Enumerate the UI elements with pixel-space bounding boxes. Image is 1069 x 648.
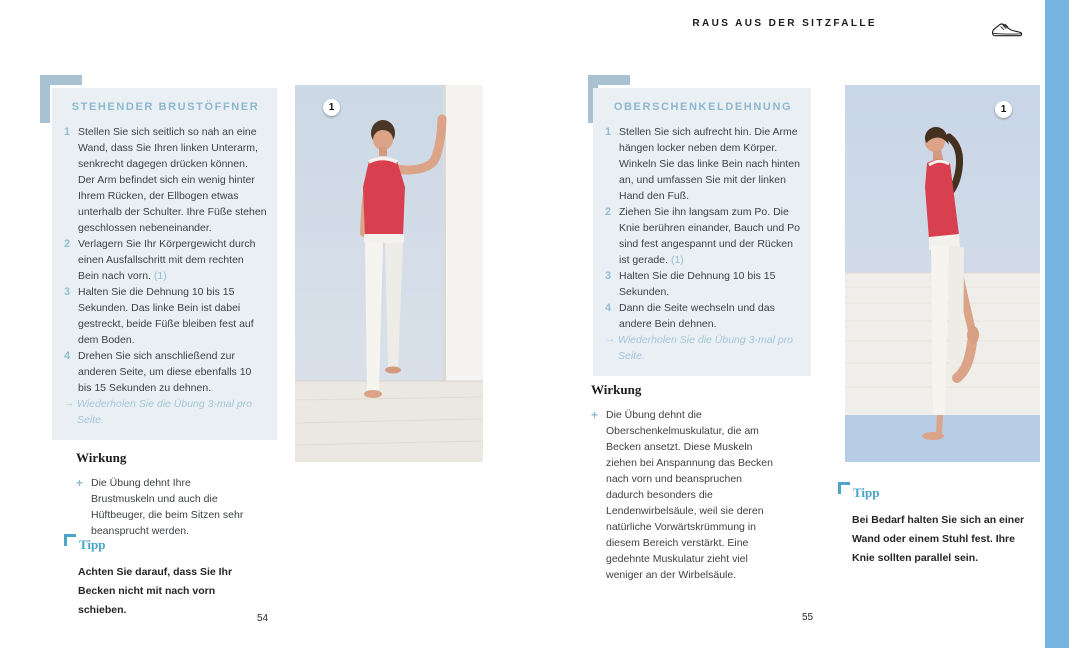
photo-reference: (1): [670, 254, 684, 266]
photo-number-badge: 1: [323, 99, 340, 116]
tipp-text: Bei Bedarf halten Sie sich an einer Wand oder einem Stuhl fest. Ihre Knie sollten parallel sein.: [852, 514, 1025, 564]
photo-number-badge: 1: [995, 101, 1012, 118]
step-text-body: Ziehen Sie ihn langsam zum Po. Die Knie berühren einander, Bauch und Po sind fest angespannt und der Rücken ist gerade.: [619, 206, 800, 266]
running-head-title: RAUS AUS DER SITZFALLE: [692, 18, 877, 29]
wirkung-text: Die Übung dehnt die Oberschenkelmuskulatur, die am Becken ansetzt. Diese Muskeln ziehen bei Anspannung das Becken nach vorn und beanspruchen dadurch besonders die Lendenwirbelsäule, weil sie deren natürliche Vorwärtskrümmung in diesem Bereich verstärkt. Eine gedehnte Muskulatur zieht viel weniger an der Wirbelsäule.: [606, 409, 773, 581]
exercise-step: [64, 236, 267, 284]
tipp-title: Tipp: [853, 485, 880, 500]
step-text-body: Verlagern Sie Ihr Körpergewicht durch einen Ausfallschritt mit dem rechten Bein nach vorn.: [78, 238, 256, 282]
exercise-photo-illustration: [295, 85, 483, 462]
exercise-step: [605, 268, 801, 300]
wirkung-heading: Wirkung: [76, 450, 127, 465]
step-number: 4: [64, 350, 71, 362]
step-number: 3: [605, 270, 612, 282]
page-edge-tab: [1045, 0, 1069, 648]
step-text-body: Stellen Sie sich aufrecht hin. Die Arme hängen locker neben dem Körper. Winkeln Sie das linke Bein nach hinten an, und umfassen Sie mit der linken Hand den Fuß.: [619, 126, 800, 202]
exercise-photo-left: [295, 85, 483, 462]
step-text: [78, 124, 267, 236]
wirkung-section-right: [591, 382, 776, 583]
plus-icon: +: [76, 476, 84, 490]
wirkung-bullet: [76, 475, 256, 539]
photo-reference: (1): [153, 270, 167, 282]
step-text-body: Dann die Seite wechseln und das andere Bein dehnen.: [619, 302, 775, 330]
step-text: [78, 348, 267, 396]
exercise-step: [64, 284, 267, 348]
tipp-bracket-icon: [64, 534, 76, 546]
step-text-body: Halten Sie die Dehnung 10 bis 15 Sekunden. Das linke Bein ist dabei gestreckt, beide Füße bleiben fest auf dem Boden.: [78, 286, 254, 346]
step-number: 2: [605, 206, 612, 218]
step-number: 2: [64, 238, 71, 250]
exercise-photo-right: [845, 85, 1040, 462]
page-number-left: 54: [257, 613, 269, 624]
step-number: 1: [605, 126, 612, 138]
step-text: [619, 124, 801, 204]
arrow-icon: →: [605, 334, 615, 345]
step-number: 3: [64, 286, 71, 298]
step-text-body: Halten Sie die Dehnung 10 bis 15 Sekunden.: [619, 270, 776, 298]
tipp-bracket-icon: [838, 482, 850, 494]
exercise-step: [64, 348, 267, 396]
wirkung-bullet: [591, 407, 776, 583]
repeat-note: [605, 332, 801, 364]
step-text: [78, 284, 267, 348]
tipp-text: Achten Sie darauf, dass Sie Ihr Becken nicht mit nach vorn schieben.: [78, 566, 233, 616]
step-text: [619, 268, 801, 300]
step-text-body: Drehen Sie sich anschließend zur anderen Seite, um diese ebenfalls 10 bis 15 Sekunden zu dehnen.: [78, 350, 252, 394]
step-number: 1: [64, 126, 71, 138]
repeat-note-text: Wiederholen Sie die Übung 3-mal pro Seite.: [77, 398, 253, 426]
page-number-right: 55: [802, 612, 814, 623]
plus-icon: +: [591, 408, 599, 422]
wirkung-text: Die Übung dehnt Ihre Brustmuskeln und auch die Hüftbeuger, die beim Sitzen sehr beansprucht werden.: [91, 477, 244, 537]
tipp-head: [64, 533, 246, 553]
exercise-box-left: [52, 88, 277, 440]
tipp-head: [838, 481, 1040, 501]
repeat-note: [64, 396, 267, 428]
exercise-title: OBERSCHENKELDEHNUNG: [613, 101, 793, 113]
arrow-icon: →: [64, 398, 74, 409]
step-text: [619, 204, 801, 268]
step-text-body: Stellen Sie sich seitlich so nah an eine Wand, dass Sie Ihren linken Unterarm, senkrecht dagegen drücken können. Der Arm befindet sich ein wenig hinter Ihrem Rücken, der Ellbogen etwas unterhalb der Schulter. Ihre Füße stehen geschlossen nebeneinander.: [78, 126, 267, 234]
exercise-step: [605, 204, 801, 268]
tipp-title: Tipp: [79, 537, 106, 552]
exercise-step: [605, 300, 801, 332]
tipp-section-right: [838, 481, 1040, 568]
step-text: [78, 236, 267, 284]
exercise-title: STEHENDER BRUSTÖFFNER: [71, 101, 260, 113]
step-number: 4: [605, 302, 612, 314]
wirkung-section-left: [76, 450, 256, 539]
wirkung-heading: Wirkung: [591, 382, 642, 397]
tipp-section-left: [64, 533, 246, 620]
exercise-step: [605, 124, 801, 204]
exercise-box-right: [593, 88, 811, 376]
exercise-photo-illustration: [845, 85, 1040, 462]
exercise-step: [64, 124, 267, 236]
sneaker-icon: [991, 19, 1023, 41]
step-text: [619, 300, 801, 332]
repeat-note-text: Wiederholen Sie die Übung 3-mal pro Seite.: [618, 334, 794, 362]
